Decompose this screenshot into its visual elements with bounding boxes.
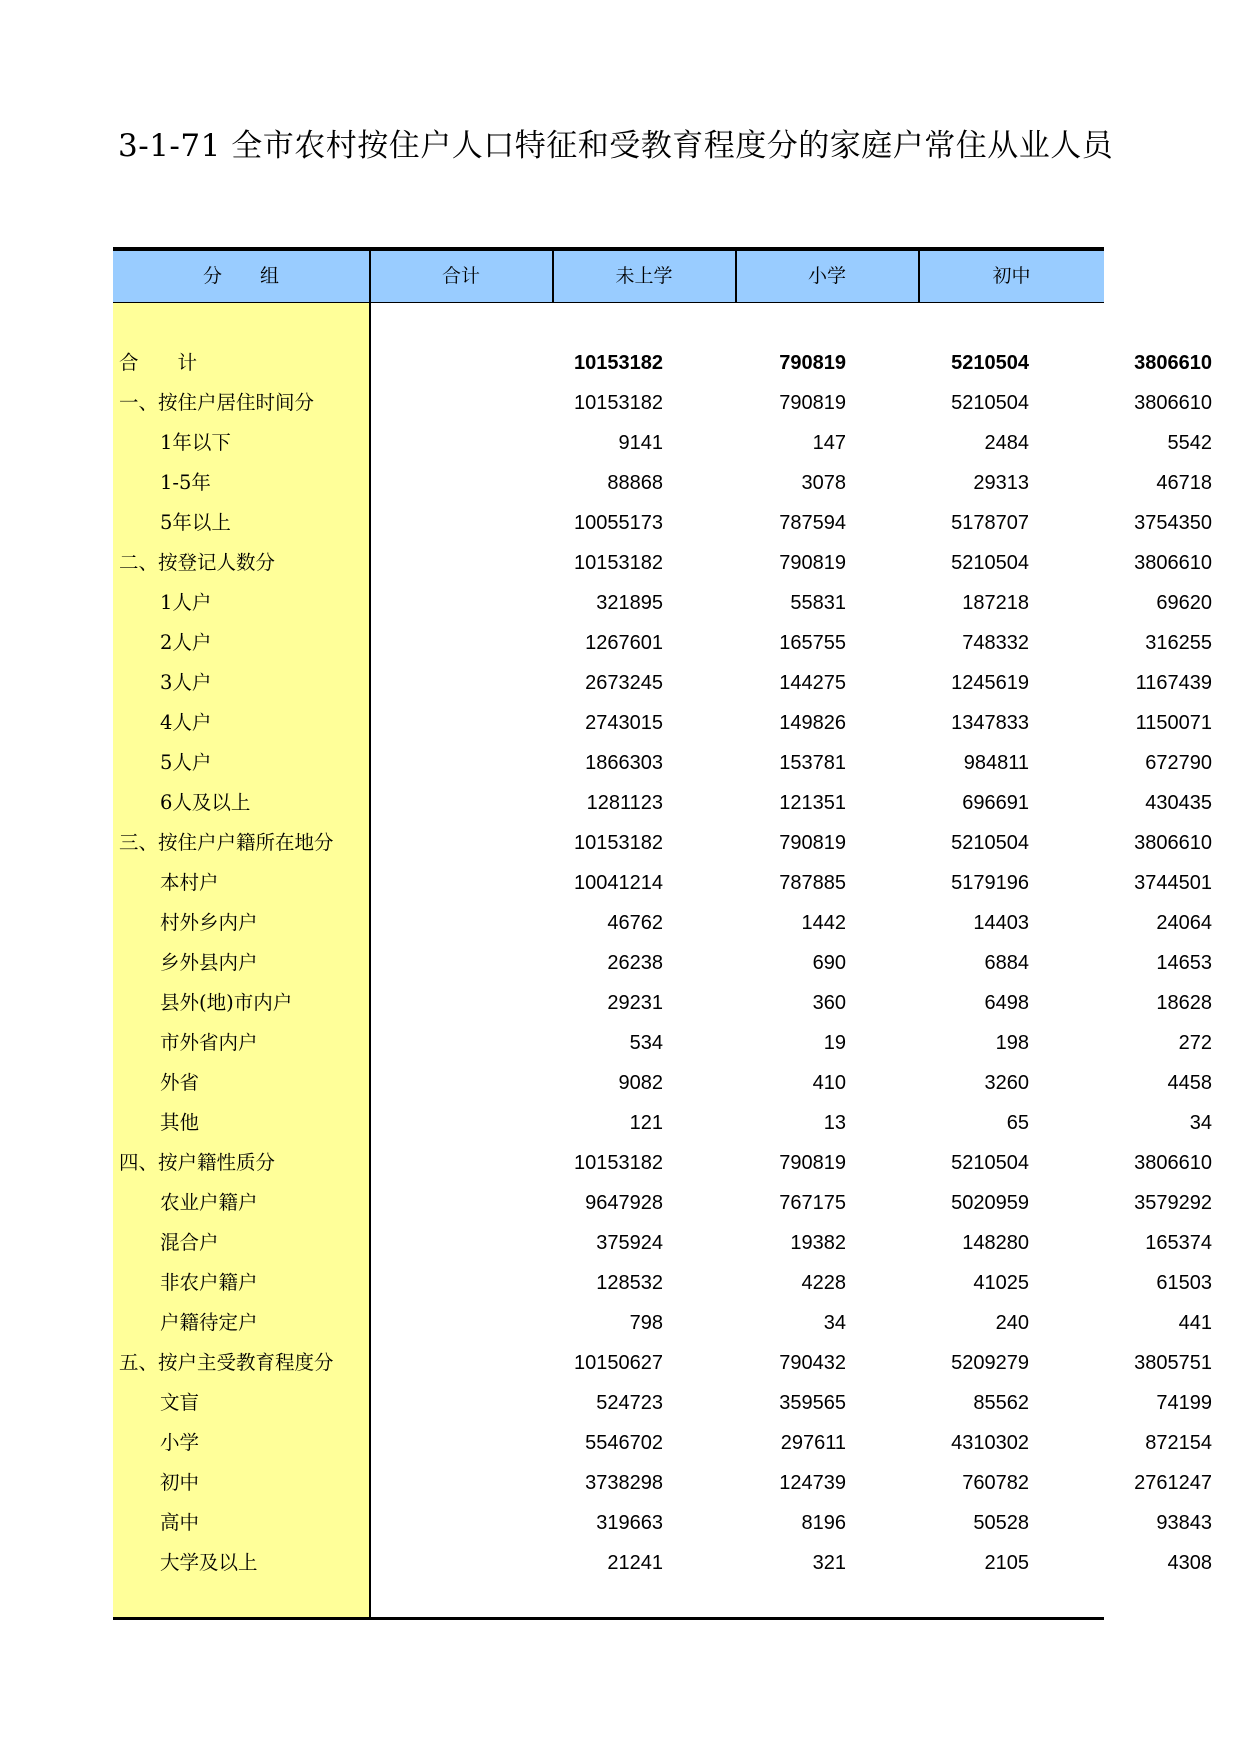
- cell-primary: 240: [995, 1312, 1029, 1334]
- cell-junior-high: 14653: [1156, 952, 1212, 974]
- cell-primary: 5209279: [951, 1352, 1029, 1374]
- cell-junior-high: 672790: [1145, 752, 1212, 774]
- table-row: [113, 1023, 1212, 1063]
- cell-total: 21241: [607, 1552, 663, 1574]
- table-row: [113, 503, 1212, 543]
- cell-no-school: 790819: [779, 552, 846, 574]
- table-row: [113, 1183, 1212, 1223]
- cell-junior-high: 165374: [1145, 1232, 1212, 1254]
- table-row: [113, 423, 1212, 463]
- cell-no-school: 153781: [779, 752, 846, 774]
- cell-no-school: 55831: [790, 592, 846, 614]
- cell-primary: 6498: [984, 992, 1029, 1014]
- cell-primary: 29313: [973, 472, 1029, 494]
- page-title: 3-1-71 全市农村按住户人口特征和受教育程度分的家庭户常住从业人员: [118, 128, 1114, 164]
- cell-no-school: 410: [812, 1072, 846, 1094]
- cell-primary: 41025: [973, 1272, 1029, 1294]
- cell-no-school: 4228: [801, 1272, 846, 1294]
- row-label: 本村户: [160, 871, 219, 894]
- table-row: [113, 383, 1212, 423]
- cell-total: 3738298: [585, 1472, 663, 1494]
- table-row: [113, 1383, 1212, 1423]
- cell-no-school: 121351: [779, 792, 846, 814]
- row-label: 外省: [160, 1071, 200, 1094]
- cell-total: 88868: [607, 472, 663, 494]
- cell-primary: 50528: [973, 1512, 1029, 1534]
- cell-total: 1866303: [585, 752, 663, 774]
- row-label: 5年以上: [160, 511, 231, 534]
- cell-total: 26238: [607, 952, 663, 974]
- cell-no-school: 19: [823, 1032, 846, 1054]
- cell-primary: 4310302: [951, 1432, 1029, 1454]
- cell-junior-high: 3806610: [1134, 392, 1212, 414]
- cell-junior-high: 3806610: [1134, 352, 1212, 374]
- cell-junior-high: 3805751: [1134, 1352, 1212, 1374]
- cell-no-school: 124739: [779, 1472, 846, 1494]
- cell-no-school: 8196: [801, 1512, 846, 1534]
- cell-junior-high: 3744501: [1134, 872, 1212, 894]
- cell-total: 2743015: [585, 712, 663, 734]
- row-label: 1-5年: [160, 471, 211, 494]
- row-label: 5人户: [160, 751, 212, 774]
- cell-junior-high: 61503: [1156, 1272, 1212, 1294]
- cell-total: 10153182: [574, 832, 663, 854]
- table-row: [113, 463, 1212, 503]
- table-row: [113, 543, 1212, 583]
- cell-junior-high: 24064: [1156, 912, 1212, 934]
- cell-junior-high: 3579292: [1134, 1192, 1212, 1214]
- row-label: 农业户籍户: [160, 1191, 258, 1214]
- row-label: 村外乡内户: [160, 911, 258, 934]
- row-label: 高中: [160, 1511, 200, 1534]
- cell-junior-high: 18628: [1156, 992, 1212, 1014]
- cell-total: 128532: [596, 1272, 663, 1294]
- cell-primary: 748332: [962, 632, 1029, 654]
- table-row: [113, 1543, 1212, 1583]
- cell-primary: 1245619: [951, 672, 1029, 694]
- row-label: 户籍待定户: [160, 1311, 258, 1334]
- cell-junior-high: 4458: [1167, 1072, 1212, 1094]
- cell-junior-high: 3754350: [1134, 512, 1212, 534]
- cell-primary: 148280: [962, 1232, 1029, 1254]
- header-primary: 小学: [807, 265, 846, 287]
- table-row: [113, 1463, 1212, 1503]
- cell-total: 10153182: [574, 392, 663, 414]
- row-label: 6人及以上: [160, 791, 251, 814]
- cell-no-school: 787885: [779, 872, 846, 894]
- table-row: [113, 703, 1212, 743]
- row-label: 2人户: [160, 631, 212, 654]
- cell-primary: 6884: [984, 952, 1029, 974]
- cell-primary: 198: [995, 1032, 1029, 1054]
- cell-primary: 5210504: [951, 832, 1029, 854]
- row-label: 乡外县内户: [160, 951, 258, 974]
- cell-primary: 5179196: [951, 872, 1029, 894]
- cell-primary: 14403: [973, 912, 1029, 934]
- cell-no-school: 149826: [779, 712, 846, 734]
- cell-total: 121: [629, 1112, 663, 1134]
- cell-total: 2673245: [585, 672, 663, 694]
- row-label: 3人户: [160, 671, 212, 694]
- cell-total: 10153182: [574, 552, 663, 574]
- cell-total: 10150627: [574, 1352, 663, 1374]
- cell-primary: 65: [1006, 1112, 1029, 1134]
- cell-total: 375924: [596, 1232, 663, 1254]
- cell-total: 5546702: [585, 1432, 663, 1454]
- cell-total: 524723: [596, 1392, 663, 1414]
- statistics-table: [113, 247, 1212, 1620]
- cell-no-school: 321: [812, 1552, 846, 1574]
- cell-total: 798: [629, 1312, 663, 1334]
- cell-primary: 3260: [984, 1072, 1029, 1094]
- cell-no-school: 147: [812, 432, 846, 454]
- cell-no-school: 144275: [779, 672, 846, 694]
- cell-no-school: 13: [823, 1112, 846, 1134]
- header-total: 合计: [441, 265, 480, 287]
- cell-junior-high: 441: [1178, 1312, 1212, 1334]
- cell-primary: 760782: [962, 1472, 1029, 1494]
- row-label: 三、按住户户籍所在地分: [119, 831, 334, 854]
- table-row: [113, 1303, 1212, 1343]
- cell-no-school: 1442: [801, 912, 846, 934]
- row-label: 4人户: [160, 711, 212, 734]
- cell-no-school: 3078: [801, 472, 846, 494]
- cell-no-school: 787594: [779, 512, 846, 534]
- table-row: [113, 1423, 1212, 1463]
- table-row: [113, 343, 1212, 383]
- cell-primary: 984811: [963, 752, 1029, 774]
- table-row: [113, 943, 1212, 983]
- cell-no-school: 790432: [779, 1352, 846, 1374]
- cell-junior-high: 3806610: [1134, 552, 1212, 574]
- cell-primary: 5210504: [951, 392, 1029, 414]
- cell-total: 1267601: [585, 632, 663, 654]
- row-label: 文盲: [160, 1391, 200, 1414]
- table-row: [113, 823, 1212, 863]
- row-label: 合 计: [119, 351, 198, 374]
- table-row: [113, 1263, 1212, 1303]
- row-label: 四、按户籍性质分: [119, 1151, 276, 1174]
- table-row: [113, 1223, 1212, 1263]
- cell-no-school: 790819: [779, 1152, 846, 1174]
- row-label: 非农户籍户: [160, 1271, 258, 1294]
- cell-no-school: 790819: [779, 832, 846, 854]
- row-label: 1年以下: [160, 431, 231, 454]
- row-label: 五、按户主受教育程度分: [119, 1351, 334, 1374]
- cell-total: 9141: [618, 432, 663, 454]
- cell-junior-high: 3806610: [1134, 1152, 1212, 1174]
- table-body: [113, 343, 1212, 1583]
- title-container: [118, 122, 1114, 172]
- cell-no-school: 767175: [779, 1192, 846, 1214]
- table-bottom-rule: [113, 1617, 1104, 1620]
- cell-total: 9082: [618, 1072, 663, 1094]
- row-label: 1人户: [160, 591, 212, 614]
- cell-primary: 187218: [962, 592, 1029, 614]
- table-header: [113, 251, 1104, 303]
- table-row: [113, 743, 1212, 783]
- table-row: [113, 583, 1212, 623]
- cell-junior-high: 5542: [1167, 432, 1212, 454]
- table-row: [113, 1503, 1212, 1543]
- cell-no-school: 34: [823, 1312, 846, 1334]
- cell-total: 46762: [607, 912, 663, 934]
- cell-junior-high: 272: [1178, 1032, 1212, 1054]
- cell-total: 10041214: [574, 872, 663, 894]
- cell-no-school: 297611: [780, 1432, 846, 1454]
- row-label: 混合户: [160, 1231, 219, 1254]
- cell-junior-high: 430435: [1145, 792, 1212, 814]
- cell-total: 319663: [596, 1512, 663, 1534]
- cell-junior-high: 93843: [1156, 1512, 1212, 1534]
- cell-primary: 1347833: [951, 712, 1029, 734]
- cell-primary: 5210504: [951, 552, 1029, 574]
- header-junior-high: 初中: [992, 265, 1031, 287]
- cell-junior-high: 872154: [1145, 1432, 1212, 1454]
- cell-junior-high: 2761247: [1134, 1472, 1212, 1494]
- row-label: 小学: [160, 1431, 200, 1454]
- header-group: 分 组: [202, 265, 279, 287]
- cell-no-school: 690: [812, 952, 846, 974]
- table-row: [113, 663, 1212, 703]
- cell-total: 10153182: [574, 352, 663, 374]
- cell-junior-high: 34: [1189, 1112, 1212, 1134]
- table-row: [113, 783, 1212, 823]
- table-row: [113, 1143, 1212, 1183]
- row-label: 大学及以上: [160, 1551, 258, 1574]
- cell-junior-high: 4308: [1167, 1552, 1212, 1574]
- cell-total: 29231: [607, 992, 663, 1014]
- cell-total: 321895: [596, 592, 663, 614]
- cell-no-school: 360: [812, 992, 846, 1014]
- cell-primary: 5020959: [951, 1192, 1029, 1214]
- row-label: 二、按登记人数分: [119, 551, 276, 574]
- cell-primary: 5178707: [951, 512, 1029, 534]
- cell-junior-high: 316255: [1145, 632, 1212, 654]
- cell-primary: 2105: [984, 1552, 1029, 1574]
- cell-junior-high: 3806610: [1134, 832, 1212, 854]
- cell-junior-high: 46718: [1156, 472, 1212, 494]
- table-row: [113, 983, 1212, 1023]
- cell-total: 9647928: [585, 1192, 663, 1214]
- cell-total: 1281123: [586, 792, 663, 814]
- cell-primary: 5210504: [951, 1152, 1029, 1174]
- cell-total: 10153182: [574, 1152, 663, 1174]
- table-row: [113, 1103, 1212, 1143]
- table-row: [113, 623, 1212, 663]
- cell-primary: 85562: [973, 1392, 1029, 1414]
- header-no-school: 未上学: [615, 265, 673, 287]
- row-label: 市外省内户: [160, 1031, 258, 1054]
- cell-no-school: 790819: [779, 392, 846, 414]
- cell-junior-high: 1150071: [1135, 712, 1212, 734]
- cell-primary: 5210504: [951, 352, 1029, 374]
- cell-junior-high: 74199: [1156, 1392, 1212, 1414]
- cell-primary: 696691: [962, 792, 1029, 814]
- table-row: [113, 1343, 1212, 1383]
- cell-total: 10055173: [574, 512, 663, 534]
- row-label: 其他: [160, 1111, 200, 1134]
- cell-no-school: 19382: [790, 1232, 846, 1254]
- row-label: 一、按住户居住时间分: [119, 391, 315, 414]
- cell-junior-high: 1167439: [1135, 672, 1212, 694]
- cell-total: 534: [629, 1032, 663, 1054]
- table-row: [113, 903, 1212, 943]
- table-row: [113, 1063, 1212, 1103]
- cell-no-school: 359565: [779, 1392, 846, 1414]
- cell-no-school: 165755: [779, 632, 846, 654]
- row-label: 初中: [160, 1471, 200, 1494]
- cell-primary: 2484: [984, 432, 1029, 454]
- cell-junior-high: 69620: [1156, 592, 1212, 614]
- row-label: 县外(地)市内户: [160, 991, 293, 1014]
- cell-no-school: 790819: [779, 352, 846, 374]
- table-row: [113, 863, 1212, 903]
